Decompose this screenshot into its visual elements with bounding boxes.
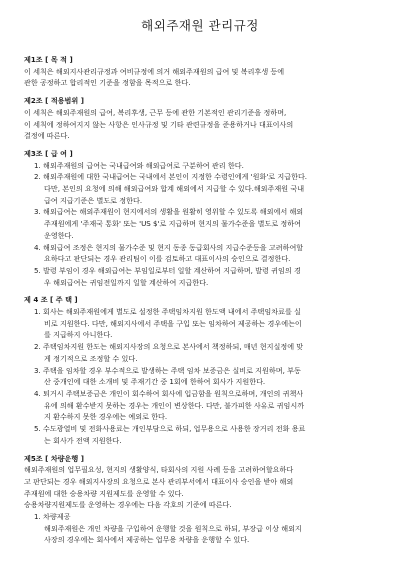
document-title: 해외주재원 관리규정 <box>141 18 259 33</box>
article-4 <box>24 294 376 446</box>
list-item: 5. 수도광열비 및 전화사용료는 개인부담으로 하되, 업무용으로 사용한 장거리 전화 용료 <box>34 424 306 434</box>
article-text-line: 이 세칙에 정하여지지 않는 사항은 인사규정 및 기타 관련규정을 준용하거나 대표이사의 <box>24 119 294 129</box>
article-heading: 제5조 [ 차량운행 ] <box>24 453 84 463</box>
list-item-continuation: 는 회사가 전액 지원한다. <box>44 435 122 445</box>
article-2 <box>24 95 376 142</box>
list-item-continuation: 우 해외급여는 귀임전일까지 일할 계산하여 지급한다. <box>44 277 209 287</box>
article-1 <box>24 54 376 89</box>
article-text-line: 해외주재원의 업무필요성, 현지의 생활양식, 타회사의 지원 사례 등을 고려하여할요하다 <box>24 465 294 475</box>
list-item: 2. 해외주재원에 대한 국내급여는 국내에서 본인이 지정한 수령인에게 '원화'로 지급한다. <box>34 172 308 182</box>
list-item: 1. 회사는 해외주재원에게 별도로 설정한 주택임차지원 한도액 내에서 주택임차료를 실 <box>34 307 301 317</box>
article-text-line: 주재원에 대한 승용차량 지원제도를 운영할 수 있다. <box>24 488 184 498</box>
article-3 <box>24 148 376 288</box>
list-item: 3. 해외급여는 해외주재원이 현지에서의 생활을 원활히 영위할 수 있도록 해외에서 해외 <box>34 207 304 217</box>
article-text-line: 관한 공정하고 합리적인 기준을 정함을 목적으로 한다. <box>24 78 191 88</box>
list-item-continuation: 해외주재원은 개인 차량을 구입하여 운행할 것을 원칙으로 하되, 부장급 이상 해외지 <box>44 523 302 533</box>
list-item-continuation: 요하다고 판단되는 경우 관리팀이 이를 검토하고 대표이사의 승인으로 결정한다. <box>44 254 291 264</box>
list-item-continuation: 운영한다. <box>44 230 74 240</box>
article-heading: 제1조 [ 목 적 ] <box>24 55 73 64</box>
list-item-continuation: 사장의 경우에는 회사에서 제공하는 업무용 차량을 운행할 수 있다. <box>44 535 250 545</box>
list-item-continuation: 게 정기적으로 조정할 수 있다. <box>44 353 138 363</box>
article-5 <box>24 453 376 547</box>
list-item-continuation: 비로 지원한다. 다만, 해외지사에서 주택을 구입 또는 임차하여 제공하는 경우에는이 <box>44 318 302 328</box>
list-item: 3. 주택을 임차할 경우 부수적으로 발생하는 주택 임차 보증금은 실비로 지원하며, 부동 <box>34 365 301 375</box>
list-item: 1. 해외주재원의 급여는 국내급여와 해외급여로 구분하여 관리 한다. <box>34 160 244 170</box>
list-item-continuation: 를 지급하지 아니한다. <box>44 330 113 340</box>
article-text-line: 승용차량지원제도를 운영하는 경우에는 다음 각호의 기준에 따른다. <box>24 500 232 510</box>
list-item-continuation: 다만, 본인의 요청에 의해 해외급여와 합계 해외에서 지급할 수 있다.해외주재원 국내 <box>44 184 305 194</box>
list-item-continuation: 지 환수하지 못한 경우에는 예외로 한다. <box>44 412 168 422</box>
article-text-line: 결정에 따른다. <box>24 131 70 141</box>
article-text-line: 이 세칙은 해외주재원의 급여, 복리후생, 근무 등에 관한 기본적인 관리기준을 정하며, <box>24 107 287 117</box>
list-item: 5. 발령 부임이 경우 해외급여는 부임일로부터 일할 계산하여 지급하며, 발령 귀임의 경 <box>34 265 301 275</box>
list-item: 4. 퇴거시 주택보증금은 개인이 회수하여 회사에 입금함을 원칙으로하며, 개인의 귀책사 <box>34 388 304 398</box>
list-item-continuation: 산 중개인에 대한 소개비 및 주재기간 중 1회에 한하여 회사가 지원한다. <box>44 377 266 387</box>
list-item-continuation: 주재원에게 '주재국 통화' 또는 'US $'로 지급하며 현지의 물가수준을 별도로 정하여 <box>44 219 301 229</box>
list-item: 1. 차량제공 <box>34 512 71 522</box>
article-heading: 제3조 [ 급 여 ] <box>24 148 73 158</box>
article-heading: 제 4 조 [ 주 택 ] <box>24 295 78 305</box>
list-item-continuation: 유에 의해 환수받지 못하는 경우는 개인이 변상한다. 다만, 불가피한 사유로 귀임시까 <box>44 400 305 410</box>
list-item-continuation: 급여 지급기준은 별도로 정한다. <box>44 195 143 205</box>
article-text-line: 이 세칙은 해외지사관리규정과 여비규정에 의거 해외주재원의 급여 및 복리후생 등에 <box>24 66 285 76</box>
article-heading: 제2조 [ 적용범위 ] <box>24 96 84 106</box>
list-item: 2. 주택임차지원 한도는 해외지사장의 요청으로 본사에서 책정하되, 매년 현지실정에 맞 <box>34 342 304 352</box>
list-item: 4. 해외급여 조정은 현지의 물가수준 및 현지 동종 동급회사의 지급수준등을 고려하여할 <box>34 242 304 252</box>
article-text-line: 고 판단되는 경우 해외지사장의 요청으로 본사 관리부서에서 대표이사 승인을 받아 해외 <box>24 476 294 486</box>
